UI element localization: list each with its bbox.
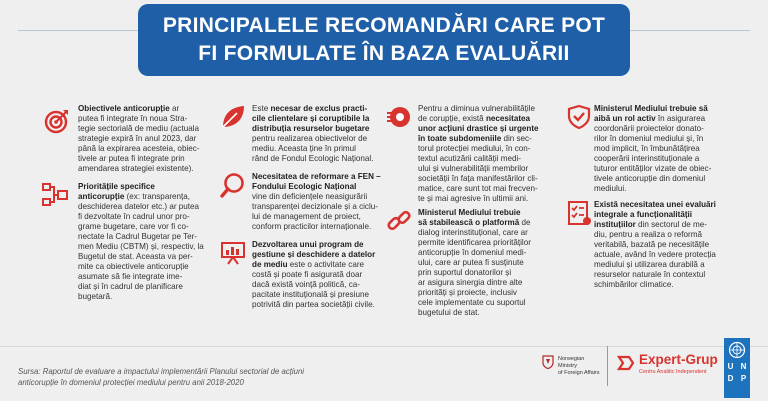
text-run: dialog interinstituțional, care ar xyxy=(418,228,528,237)
text-line xyxy=(78,212,208,222)
text-line xyxy=(594,200,746,210)
text-run: Bugetul de stat. Aceasta va per- xyxy=(78,252,193,261)
text-line xyxy=(78,252,208,262)
text-run: ului, care ar putea fi susținute xyxy=(418,258,524,267)
text-line xyxy=(418,144,560,154)
text-line xyxy=(78,104,208,114)
text-line xyxy=(594,134,746,144)
text-line xyxy=(418,228,560,238)
text-line xyxy=(418,194,560,204)
text-line xyxy=(418,288,560,298)
text-line xyxy=(252,192,392,202)
text-line xyxy=(252,172,392,182)
text-line xyxy=(78,202,208,212)
text-line xyxy=(418,208,560,218)
recommendation-text xyxy=(594,200,746,290)
text-run: actuale, având în vedere protecția xyxy=(594,250,716,259)
text-run: tuturor entităților vizate de obiec- xyxy=(594,164,712,173)
text-run-bold: necesitatea xyxy=(485,114,531,123)
shield-check-icon xyxy=(566,104,592,130)
text-run: torul protecției mediului, în con- xyxy=(418,144,531,153)
text-line xyxy=(78,282,208,292)
text-run: men Mediu (CBTM) și, respectiv, la xyxy=(78,242,204,251)
text-line xyxy=(252,202,392,212)
text-line xyxy=(78,192,208,202)
undp-letter-n: N xyxy=(740,362,747,371)
title-rule-right xyxy=(620,30,750,31)
magnet-icon xyxy=(386,104,412,130)
text-run: mediului și utilizarea durabilă a xyxy=(594,260,705,269)
recommendation-text xyxy=(78,182,208,302)
text-run: diu, pentru a realiza o reformă xyxy=(594,230,702,239)
text-line xyxy=(418,238,560,248)
undp-letter-d: D xyxy=(727,374,734,383)
expert-grup-subtitle: Centru Analitic Independent xyxy=(639,369,707,375)
text-run: lui de management de proiect, xyxy=(252,212,361,221)
text-run: costă și poate fi asigurată doar xyxy=(252,270,363,279)
expert-grup-name: Expert-Grup xyxy=(639,352,718,367)
text-run: strategie expiră în anul 2023, dar xyxy=(78,134,197,143)
text-line xyxy=(594,164,746,174)
text-line xyxy=(252,250,392,260)
text-run: mediului. xyxy=(594,184,627,193)
text-run-bold: distribuția resurselor bugetare xyxy=(252,124,370,133)
recommendation-text xyxy=(418,104,560,204)
text-run-bold: Obiectivele anticorupție xyxy=(78,104,170,113)
text-run-bold: Prioritățile specifice xyxy=(78,182,155,191)
text-line xyxy=(418,308,560,318)
title-rule-left xyxy=(18,30,148,31)
text-run: grame bugetare, care vor fi co- xyxy=(78,222,189,231)
text-run: mod implicit, în îmbunătățirea xyxy=(594,144,700,153)
text-line xyxy=(594,270,746,280)
text-run: vine din deficiențele neasigurării xyxy=(252,192,368,201)
text-run: cooperării interinstituționale a xyxy=(594,154,700,163)
text-line xyxy=(594,144,746,154)
text-run-bold: instituțiilor xyxy=(594,220,636,229)
text-line xyxy=(418,174,560,184)
text-run: rând de Fondul Ecologic Național. xyxy=(252,154,374,163)
text-line xyxy=(252,134,392,144)
text-run-bold: anticorupție xyxy=(78,192,125,201)
norway-crest-icon xyxy=(542,355,554,369)
undp-letter-p: P xyxy=(740,374,747,383)
text-line xyxy=(594,250,746,260)
text-line xyxy=(78,144,208,154)
text-run-bold: Dezvoltarea unui program de xyxy=(252,240,364,249)
text-run: în asigurarea xyxy=(655,114,706,123)
text-run: de corupție, există xyxy=(418,114,486,123)
footer xyxy=(0,336,768,401)
target-icon xyxy=(44,108,70,134)
text-run-bold: în toate subdomeniile xyxy=(418,134,502,143)
source-line-1: Sursa: Raportul de evaluare a impactului implementării Planului sectorial de acțiuni xyxy=(18,367,305,376)
recommendation-text xyxy=(252,240,392,310)
text-line xyxy=(594,104,746,114)
text-run: transparenței decizionale și a ciclu- xyxy=(252,202,378,211)
expert-grup-logo xyxy=(617,350,717,380)
text-run-bold: cile clientelare și coruptibile la xyxy=(252,114,370,123)
checklist-icon xyxy=(566,200,592,226)
source-note xyxy=(18,366,348,388)
text-line xyxy=(78,154,208,164)
text-line xyxy=(252,300,392,310)
text-line xyxy=(252,104,392,114)
text-run: bugetară. xyxy=(78,292,113,301)
text-line xyxy=(418,124,560,134)
text-run: de xyxy=(519,218,531,227)
text-line xyxy=(252,222,392,232)
text-line xyxy=(78,222,208,232)
text-run: deschiderea datelor etc.) ar putea xyxy=(78,202,200,211)
undp-logo xyxy=(724,338,750,398)
text-line xyxy=(252,154,392,164)
text-run: permite identificarea priorităților xyxy=(418,238,531,247)
text-run: până la expirarea acesteia, obiec- xyxy=(78,144,200,153)
text-run-bold: Există necesitatea unei evaluări xyxy=(594,200,716,209)
text-run-bold: Necesitatea de reformare a FEN – xyxy=(252,172,381,181)
text-line xyxy=(594,174,746,184)
text-run: este o activitate care xyxy=(287,260,365,269)
recommendation-text xyxy=(418,208,560,318)
text-run: coordonării proiectelor donato- xyxy=(594,124,704,133)
text-line xyxy=(594,184,746,194)
text-run: te și mai agresive în ultimii ani. xyxy=(418,194,529,203)
text-line xyxy=(252,114,392,124)
text-line xyxy=(78,272,208,282)
text-line xyxy=(78,232,208,242)
text-line xyxy=(594,240,746,250)
text-run: matice, care sunt tot mai frecven- xyxy=(418,184,538,193)
text-run: amendarea strategiei existente). xyxy=(78,164,194,173)
text-line xyxy=(594,124,746,134)
text-line xyxy=(594,154,746,164)
text-run: conform practicilor internaționale. xyxy=(252,222,372,231)
footer-divider xyxy=(0,346,768,347)
text-line xyxy=(418,268,560,278)
text-run-bold: Ministerul Mediului trebuie să xyxy=(594,104,708,113)
text-line xyxy=(418,184,560,194)
undp-letter-u: U xyxy=(727,362,734,371)
flowchart-icon xyxy=(42,182,68,208)
text-line xyxy=(594,220,746,230)
text-run: pacitate instituțională și presiune xyxy=(252,290,369,299)
text-line xyxy=(78,124,208,134)
text-line xyxy=(252,260,392,270)
text-line xyxy=(78,262,208,272)
text-run: societății în fața manifestărilor cli- xyxy=(418,174,538,183)
text-line xyxy=(252,270,392,280)
text-run-bold: să stabilească o platformă xyxy=(418,218,520,227)
text-line xyxy=(594,280,746,290)
text-line xyxy=(252,212,392,222)
text-run: tegie sectorială de mediu (actuala xyxy=(78,124,200,133)
text-run: tivele ar putea fi integrate prin xyxy=(78,154,185,163)
text-run: fi dezvoltate în cadrul unor pro- xyxy=(78,212,190,221)
text-run: asumate să fie integrate ime- xyxy=(78,272,183,281)
text-line xyxy=(418,218,560,228)
text-line xyxy=(594,260,746,270)
text-run: ar xyxy=(169,104,180,113)
text-run: schimbărilor climatice. xyxy=(594,280,674,289)
text-line xyxy=(252,144,392,154)
text-line xyxy=(78,182,208,192)
text-line xyxy=(252,240,392,250)
norway-line-1: Norwegian Ministry xyxy=(558,356,585,369)
text-line xyxy=(418,164,560,174)
text-run: pentru realizarea obiectivelor de xyxy=(252,134,368,143)
text-run-bold: unor acțiuni drastice și urgente xyxy=(418,124,539,133)
norway-ministry-logo xyxy=(542,352,604,384)
text-run: tivele anticorupție din domeniul xyxy=(594,174,706,183)
recommendation-text xyxy=(78,104,208,174)
text-run: rilor în domeniul mediului și, în xyxy=(594,134,704,143)
text-run: din sectorul de me- xyxy=(635,220,707,229)
text-line xyxy=(594,210,746,220)
magnifier-icon xyxy=(220,172,246,198)
text-run: diat și în cadrul de planificare xyxy=(78,282,183,291)
text-line xyxy=(78,242,208,252)
text-line xyxy=(594,114,746,124)
text-run: (ex: transparența, xyxy=(124,192,191,201)
text-line xyxy=(418,278,560,288)
recommendation-text xyxy=(594,104,746,194)
norway-line-2: of Foreign Affairs xyxy=(558,370,600,376)
text-run: bugetului de stat. xyxy=(418,308,480,317)
source-line-2: anticorupție în domeniul protecției mediului pentru anii 2018-2020 xyxy=(18,378,244,387)
text-run: dacă există voință politică, ca- xyxy=(252,280,360,289)
text-run: textul acutizării calității medi- xyxy=(418,154,522,163)
recommendation-text xyxy=(252,172,392,232)
text-run: putea fi integrate în noua Stra- xyxy=(78,114,188,123)
text-line xyxy=(418,104,560,114)
text-run: ar asigura sinergia dintre alte xyxy=(418,278,523,287)
text-line xyxy=(78,292,208,302)
text-run-bold: Fondului Ecologic Național xyxy=(252,182,357,191)
text-run-bold: necesar de exclus practi- xyxy=(270,104,368,113)
text-run-bold: aibă un rol activ xyxy=(594,114,656,123)
text-run-bold: integrale a funcționalității xyxy=(594,210,693,219)
text-run-bold: de mediu xyxy=(252,260,288,269)
text-run: cele implementate cu suportul xyxy=(418,298,526,307)
text-run-bold: Ministerul Mediului trebuie xyxy=(418,208,521,217)
expert-grup-mark-icon xyxy=(617,354,635,372)
text-line xyxy=(78,114,208,124)
text-run: anticorupție în domeniul medi- xyxy=(418,248,527,257)
text-run: Pentru a diminua vulnerabilitățile xyxy=(418,104,535,113)
text-line xyxy=(78,134,208,144)
chain-link-icon xyxy=(386,208,412,234)
text-run: potrivită din partea societății civile. xyxy=(252,300,375,309)
text-line xyxy=(252,290,392,300)
recommendation-text xyxy=(252,104,392,164)
text-line xyxy=(252,280,392,290)
text-run: ului și vulnerabilității membrilor xyxy=(418,164,529,173)
presentation-icon xyxy=(220,240,246,266)
text-line xyxy=(594,230,746,240)
text-run-bold: gestiune și deschidere a datelor xyxy=(252,250,376,259)
text-line xyxy=(252,182,392,192)
text-run: din sec- xyxy=(501,134,532,143)
text-run: prin suportul donatorilor și xyxy=(418,268,512,277)
text-run: mite ca obiectivele anticorupție xyxy=(78,262,189,271)
title-line-2: FI FORMULATE ÎN BAZA EVALUĂRII xyxy=(198,42,570,65)
text-line xyxy=(418,114,560,124)
leaf-icon xyxy=(220,104,246,130)
text-run: nectate la Cadrul Bugetar pe Ter- xyxy=(78,232,198,241)
text-line xyxy=(418,248,560,258)
text-line xyxy=(418,134,560,144)
title-line-1: PRINCIPALELE RECOMANDĂRI CARE POT xyxy=(162,14,606,37)
text-run: priorități și proiecte, inclusiv xyxy=(418,288,517,297)
text-run: resurselor naturale în contextul xyxy=(594,270,706,279)
text-run: Este xyxy=(252,104,271,113)
text-run: mediu. Aceasta ține în primul xyxy=(252,144,356,153)
un-emblem-icon xyxy=(728,341,746,359)
text-line xyxy=(252,124,392,134)
logo-separator xyxy=(607,346,608,386)
text-line xyxy=(78,164,208,174)
text-run: veritabilă, bazată pe necesitățile xyxy=(594,240,710,249)
text-line xyxy=(418,258,560,268)
text-line xyxy=(418,298,560,308)
title-banner xyxy=(138,4,630,76)
text-line xyxy=(418,154,560,164)
